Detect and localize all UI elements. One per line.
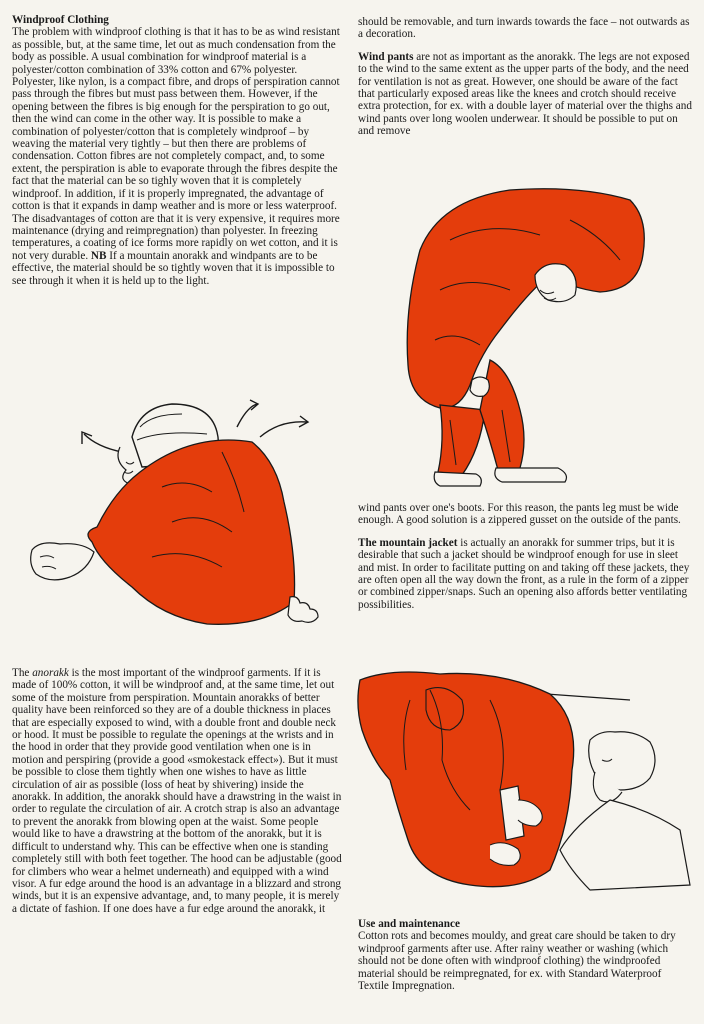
term-anorakk: anorakk: [32, 667, 69, 679]
hand-right: [288, 597, 318, 623]
paragraph: [12, 213, 342, 287]
paragraph: Cotton rots and becomes mouldy, and great care should be taken to dry windproof garments after use. After rainy weather or washing (which should not be done often with windproof clothing) the windproofed material should be reimpregnated, for ex. with Standard Waterproof Textile Impregnation.: [358, 930, 676, 993]
paragraph-text: is actually an anorakk for summer trips, but it is desirable that such a jacket should be windproof enough for use in sleet and mist. In order to facilitate putting on and taking off these jackets, they are often open all the way down the front, as a rule in the form of a zipper or combined zipper/snaps. Such an opening also affords better ventilating possibilities.: [358, 536, 690, 611]
hanging-anorak: [358, 672, 574, 887]
hands: [470, 377, 489, 396]
bending-body: [407, 189, 644, 408]
mountain-jacket-section: [358, 502, 694, 611]
wind-pants-section: [358, 16, 694, 138]
wind-pants-figure-illustration: [380, 180, 680, 500]
paragraph: should be removable, and turn inwards towards the face – not outwards as a decoration.: [358, 16, 690, 41]
head: [535, 264, 576, 302]
impregnation-illustration: [350, 660, 700, 910]
subheading-mountain-jacket: The mountain jacket: [358, 536, 458, 549]
paragraph-text: is the most important of the windproof garments. If it is made of 100% cotton, it will be windproof and, at the same time, let out some of the moisture from perspiration. Mountain anorakks of better quality have been reinforced so they are of a double thickness in places that are especially exposed to wind, with a double front and double neck or hood. It must be possible to regulate the openings at the wrists and in the hood in order that they provide good ventilation when one is in motion and perspiring (provide a good «smokestack effect»). But it must be possible to close them tightly when one wishes to have as little circulation of air as possible (loss of heat by shivering) inside the anorakk. In addition, the anorakk should have a drawstring in the waist in order to regulate the circulation of air. A crotch strap is also an advantage to prevent the anorakk from blowing open at the waist. Some people would like to have a drawstring at the bottom of the anorakk, but it is difficult to understand why. This can be effective when one is standing completely still with both feet together. The hood can be adjustable (good for climbers who wear a helmet underneath) and equipped with a wind visor. A fur edge around the hood is an advantage in a blizzard and strong winds, but it is an expensive advantage, and, to many people, it is merely a dictate of fashion. If one does have a fur edge around the anorakk, it: [12, 667, 342, 915]
paragraph: [358, 51, 694, 138]
anorak-figure-illustration: [22, 392, 342, 642]
use-and-maintenance-section: [358, 918, 694, 992]
hand-left: [31, 543, 94, 580]
anorak-body: [88, 440, 295, 624]
paragraph: wind pants over one's boots. For this reason, the pants leg must be wide enough. A good solution is a zippered gusset on the outside of the pants.: [358, 502, 681, 527]
paragraph-text: The disadvantages of cotton are that it is very expensive, it requires more maintenance (drying and reimpregnation) than polyester. In freezing temperatures, a coating of ice forms more rapidly on wet cotton, and it is not very durable.: [12, 212, 340, 262]
windproof-clothing-section: [12, 14, 342, 287]
paragraph: [358, 537, 694, 611]
subheading-use-and-maintenance: Use and maintenance: [358, 918, 460, 930]
paragraph-text: The: [12, 667, 33, 679]
subheading-wind-pants: Wind pants: [358, 50, 414, 63]
paragraph-text: If a mountain anorakk and windpants are to be effective, the material should be so tightly woven that it is impossible to see through it when it is held up to the light.: [12, 249, 335, 287]
paragraph: [12, 667, 342, 915]
nb-label: NB: [90, 249, 107, 262]
paragraph-text: are not as important as the anorakk. The legs are not exposed to the wind to the same extent as the upper parts of the body, and the need for ventilation is not as great. However, one should be aware of the fact that particularly exposed areas like the knees and crotch should receive extra protection, for ex. with a double layer of material over the thighs and wind pants over long woolen underwear. It should be possible to put on and remove: [358, 50, 692, 138]
anorak-section: [12, 667, 342, 915]
section-heading: Windproof Clothing: [12, 14, 109, 26]
paragraph: The problem with windproof clothing is that it has to be as wind resistant as possible, but, at the same time, let out as much condensation from the body as possible. A usual combination for windproof material is a polyester/cotton combination of 33% cotton and 67% polyester. Polyester, like nylon, is a compact fibre, and drops of perspiration cannot pass through the fibres but must pass between them. However, if the opening between the fibres is big enough for the perspiration to go out, then the wind can come in the other way. It is possible to make a combination of polyester/cotton that is completely windproof – by weaving the material very tightly – but then there are problems of condensation. Cotton fibres are not completely compact, and, to some extent, the perspiration is able to evaporate through the fibres despite the fact that the material can be so tighly woven that it is completely windproof. In addition, if it is properly impregnated, the advantage of cotton is that it expands in damp weather and is more or less waterproof.: [12, 26, 340, 213]
